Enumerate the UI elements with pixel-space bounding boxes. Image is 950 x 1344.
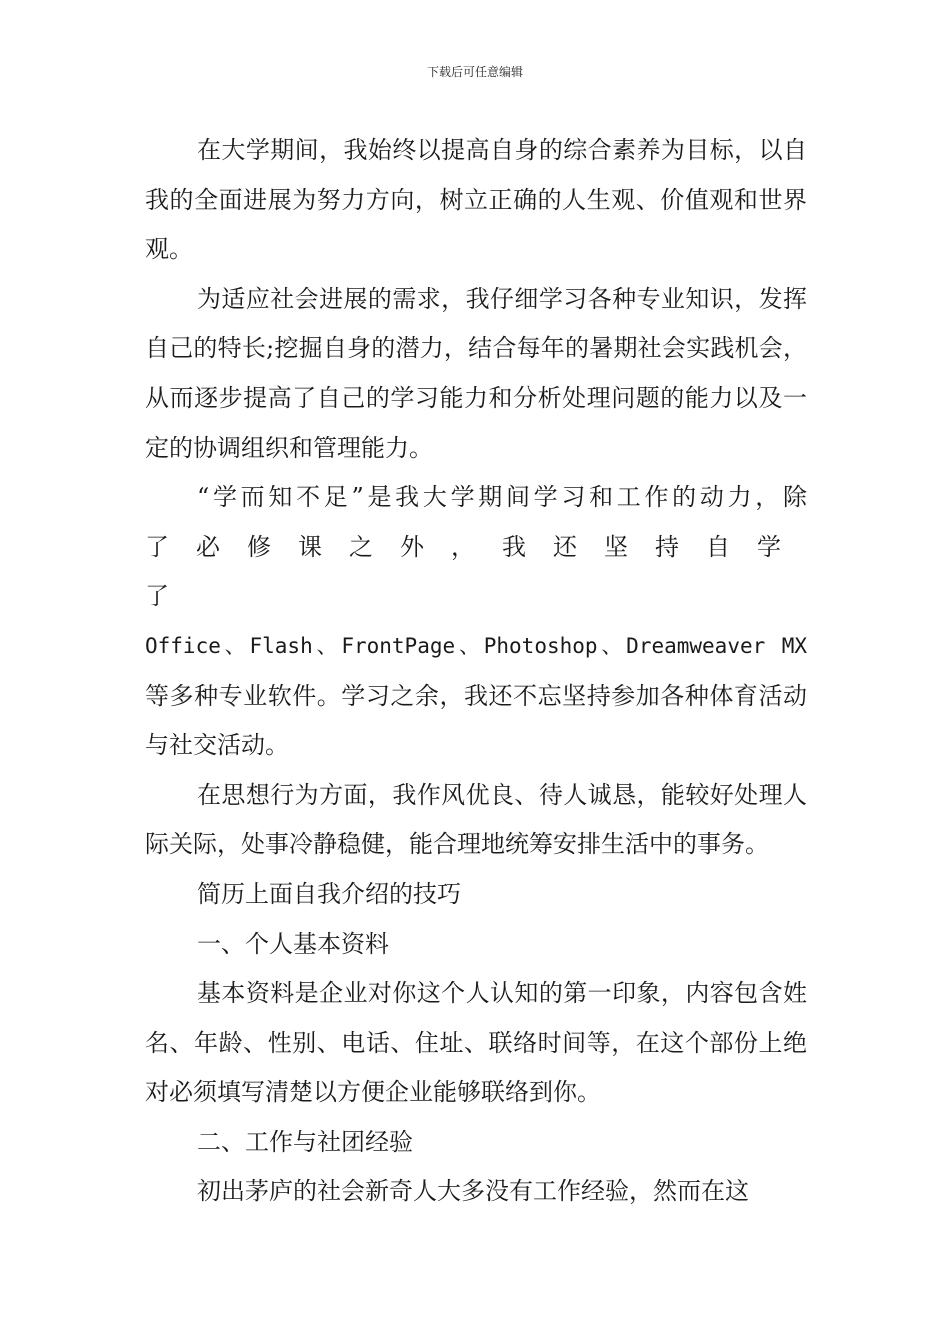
section-two-heading: 二、工作与社团经验 xyxy=(197,1127,413,1156)
self-learning-rest: 等多种专业软件。学习之余，我还不忘坚持参加各种体育活动与社交活动。 xyxy=(145,681,807,760)
paragraph-conduct: 在思想行为方面，我作风优良、待人诚恳，能较好处理人际关际，处事冷静稳健，能合理地统筹安排生活中的事务。 xyxy=(145,780,807,859)
document-body xyxy=(145,126,807,1217)
paragraph-study-goals: 在大学期间，我始终以提高自身的综合素养为目标，以自我的全面进展为努力方向，树立正确的人生观、价值观和世界观。 xyxy=(145,136,807,264)
self-learning-line-1: “学而知不足”是我大学期间学习和工作的动力，除 xyxy=(197,483,807,512)
section-one-text: 基本资料是企业对你这个人认知的第一印象，内容包含姓名、年龄、性别、电话、住址、联络时间等，在这个部份上绝对必须填写清楚以方便企业能够联络到你。 xyxy=(145,979,807,1107)
self-learning-line-2: 了必修课之外，我还坚持自学了 xyxy=(145,532,807,611)
software-list-line: Office、Flash、FrontPage、Photoshop、Dreamweaver MX xyxy=(145,633,807,658)
section-title: 简历上面自我介绍的技巧 xyxy=(197,879,461,908)
section-two-text: 初出茅庐的社会新奇人大多没有工作经验，然而在这 xyxy=(197,1177,749,1206)
paragraph-social-development: 为适应社会进展的需求，我仔细学习各种专业知识，发挥自己的特长;挖掘自身的潜力，结合每年的暑期社会实践机会，从而逐步提高了自己的学习能力和分析处理问题的能力以及一定的协调组织和管理能力。 xyxy=(145,284,807,462)
section-one-heading: 一、个人基本资料 xyxy=(197,929,389,958)
page-header-note: 下载后可任意编辑 xyxy=(426,65,523,79)
paragraph-self-learning xyxy=(145,473,807,771)
